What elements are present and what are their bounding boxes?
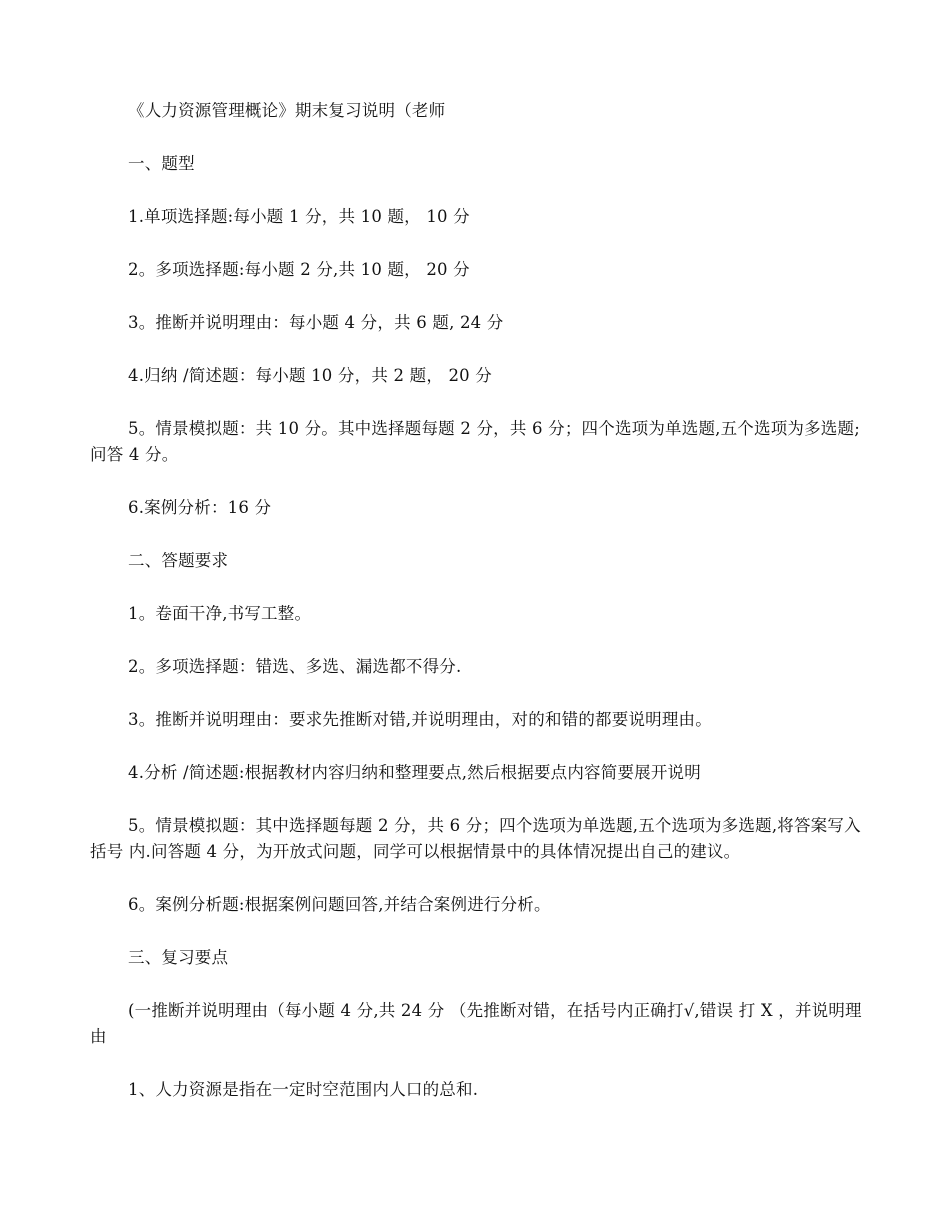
- question-type-item: 4.归纳 /简述题：每小题 10 分，共 2 题， 20 分: [128, 366, 493, 385]
- review-subsection-heading: (一推断并说明理由（每小题 4 分,共 24 分 （先推断对错，在括号内正确打√,错误 打 X ，并说明理由: [90, 1001, 862, 1046]
- question-type-item: 6.案例分析：16 分: [128, 498, 272, 517]
- document-title: 《人力资源管理概论》期末复习说明（老师: [128, 101, 446, 120]
- answer-requirement-item: 6。案例分析题:根据案例问题回答,并结合案例进行分析。: [128, 895, 551, 914]
- review-item: 1、人力资源是指在一定时空范围内人口的总和.: [128, 1080, 479, 1099]
- question-type-item: 5。情景模拟题：共 10 分。其中选择题每题 2 分，共 6 分；四个选项为单选题,五个选项为多选题;问答 4 分。: [90, 419, 860, 464]
- question-type-item: 1.单项选择题:每小题 1 分，共 10 题， 10 分: [128, 207, 470, 226]
- question-type-item: 2。多项选择题:每小题 2 分,共 10 题， 20 分: [128, 260, 470, 279]
- section-heading-answer-requirements: 二、答题要求: [128, 551, 229, 570]
- section-heading-question-types: 一、题型: [128, 154, 195, 173]
- question-type-item: 3。推断并说明理由：每小题 4 分，共 6 题, 24 分: [128, 313, 504, 332]
- answer-requirement-item: 4.分析 /简述题:根据教材内容归纳和整理要点,然后根据要点内容简要展开说明: [128, 763, 701, 782]
- answer-requirement-item: 2。多项选择题：错选、多选、漏选都不得分.: [128, 657, 462, 676]
- section-heading-review-points: 三、复习要点: [128, 948, 229, 967]
- answer-requirement-item: 1。卷面干净,书写工整。: [128, 604, 312, 623]
- answer-requirement-item: 3。推断并说明理由：要求先推断对错,并说明理由，对的和错的都要说明理由。: [128, 710, 712, 729]
- answer-requirement-item: 5。情景模拟题：其中选择题每题 2 分，共 6 分；四个选项为单选题,五个选项为多选题,将答案写入括号 内.问答题 4 分，为开放式问题，同学可以根据情景中的具体情况提出自己的建议。: [90, 816, 861, 861]
